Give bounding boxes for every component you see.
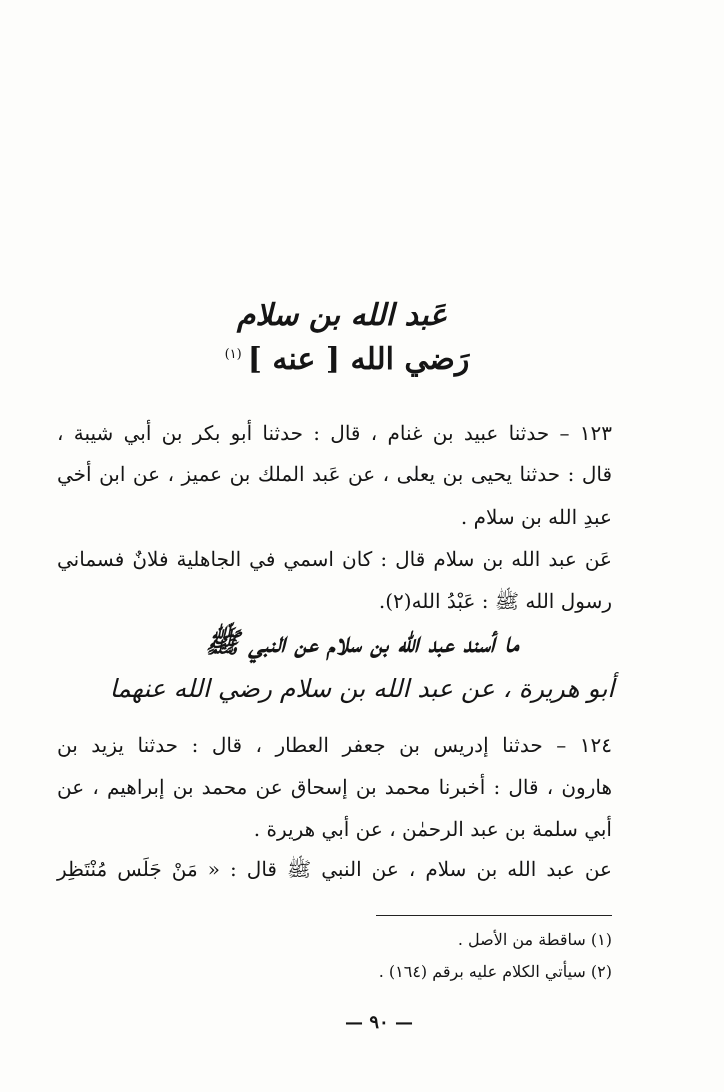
hadith-123-line-3: عبدِ الله بن سلام . (460, 505, 612, 529)
hadith-123-line-4: عَن عبد الله بن سلام قال : كان اسمي في الجاهلية فلانٌ فسماني (57, 547, 612, 571)
footnote-divider (376, 915, 612, 916)
section-heading: ما أسند عبد الله بن سلام عن النبي ﷺ (205, 626, 519, 659)
hadith-123-line-1: ١٢٣ – حدثنا عبيد بن غنام ، قال : حدثنا أبو بكر بن أبي شيبة ، (57, 421, 612, 445)
footnote-1: (١) ساقطة من الأصل . (457, 930, 612, 949)
chapter-subtitle (0, 342, 724, 377)
footnote-2: (٢) سيأتي الكلام عليه برقم (١٦٤) . (378, 962, 612, 981)
hadith-124-line-1: ١٢٤ – حدثنا إدريس بن جعفر العطار ، قال : حدثنا يزيد بن (57, 733, 612, 757)
chapter-title: عَبد الله بن سلام (236, 298, 448, 333)
hadith-123-line-5: رسول الله ﷺ : عَبْدُ الله(٢). (378, 589, 612, 613)
section-subheading: أبو هريرة ، عن عبد الله بن سلام رضي الله عنهما (109, 674, 615, 703)
page-number: — ٩٠ — (345, 1012, 413, 1033)
footnote-ref-1: (١) (224, 347, 242, 362)
chapter-subtitle-text: رَضي الله [ عنه ] (247, 342, 470, 377)
hadith-124-line-2: هارون ، قال : أخبرنا محمد بن إسحاق عن محمد بن إبراهيم ، عن (57, 775, 612, 799)
hadith-123-line-2: قال : حدثنا يحيى بن يعلى ، عن عَبد الملك بن عميز ، عن ابن أخي (57, 462, 612, 486)
hadith-124-line-3: أبي سلمة بن عبد الرحمٰن ، عن أبي هريرة . (253, 817, 612, 841)
hadith-124-line-4: عن عبد الله بن سلام ، عن النبي ﷺ قال : « مَنْ جَلَس مُنْتَظِر (57, 857, 612, 881)
